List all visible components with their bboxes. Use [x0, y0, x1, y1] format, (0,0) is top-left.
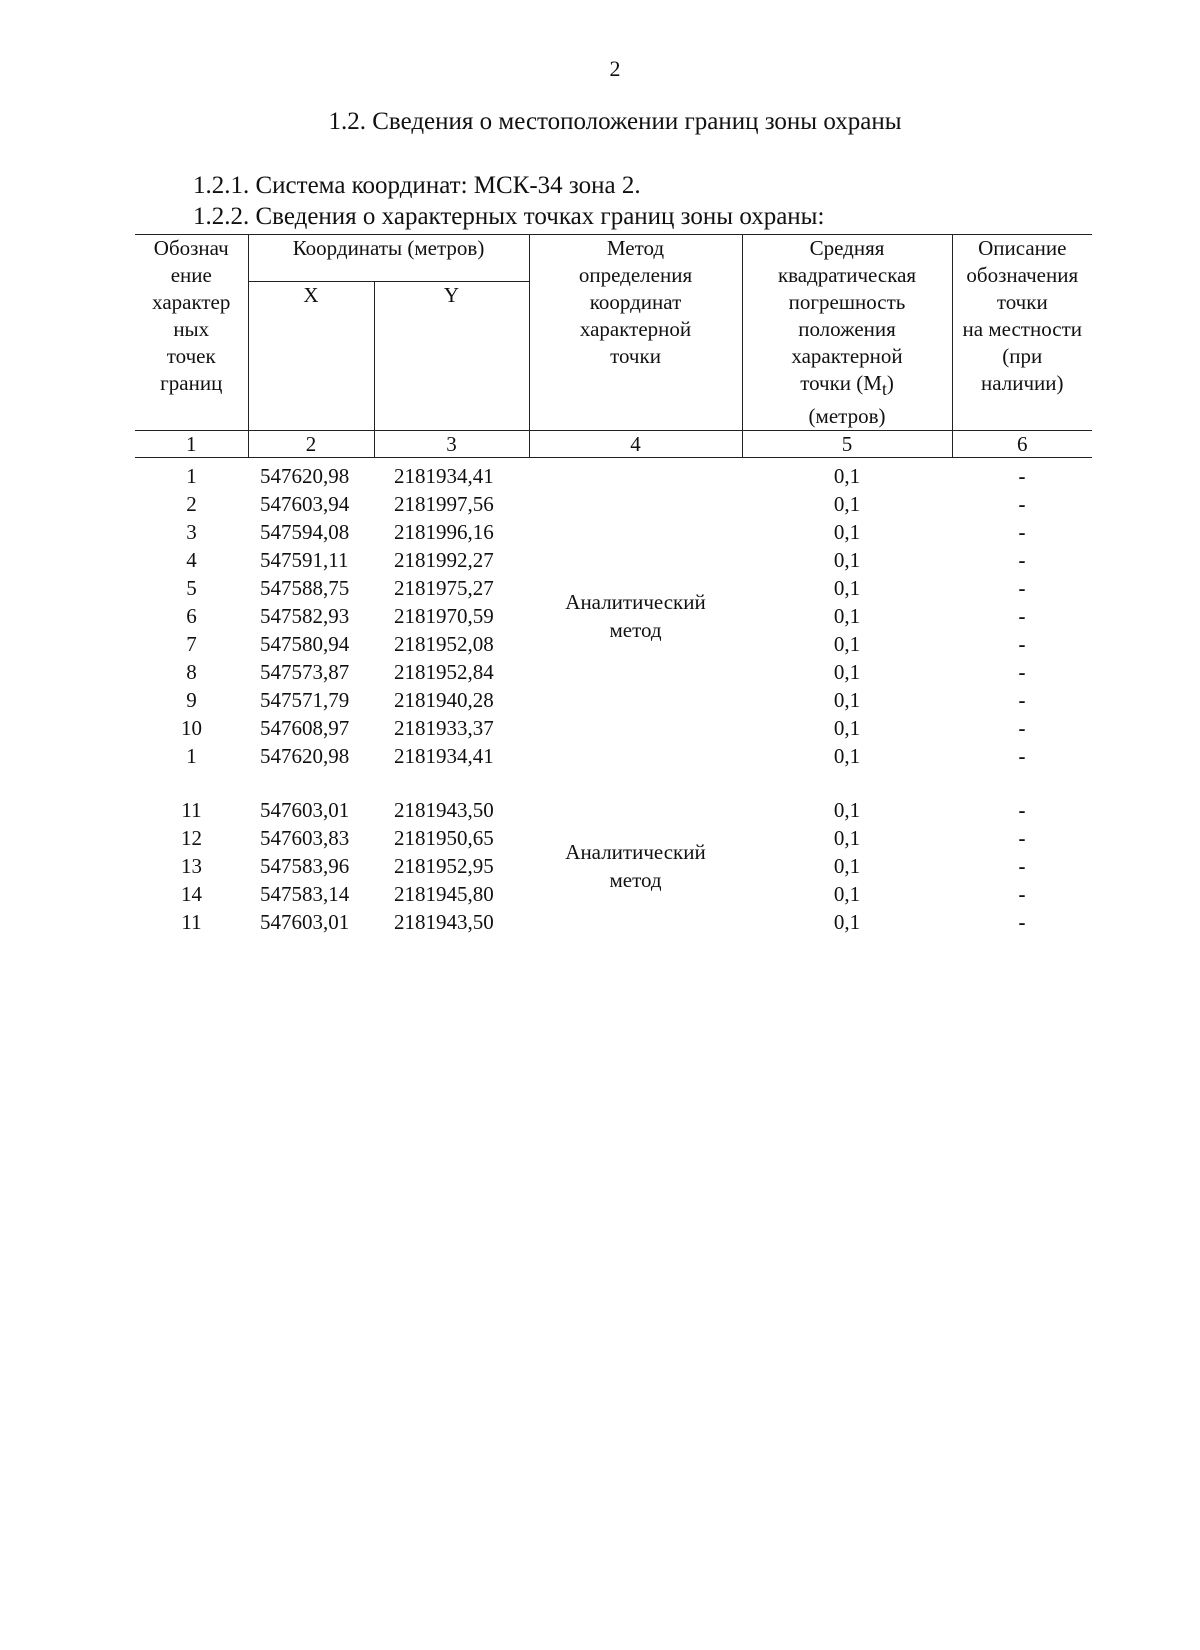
point-description: - — [1018, 910, 1026, 935]
point-description: - — [1018, 882, 1026, 907]
mean-square-error: 0,1 — [833, 910, 861, 935]
point-number: 1 — [186, 464, 197, 489]
coord-y: 2181940,28 — [394, 688, 494, 713]
coord-x: 547583,14 — [260, 882, 350, 907]
coord-x: 547620,98 — [260, 744, 350, 769]
point-description: - — [1018, 520, 1026, 545]
mean-square-error: 0,1 — [833, 660, 861, 685]
mean-square-error: 0,1 — [833, 604, 861, 629]
coordinate-system-line: 1.2.1. Система координат: МСК-34 зона 2. — [193, 172, 641, 199]
column-number: 1 — [135, 431, 248, 458]
point-description: - — [1018, 854, 1026, 879]
mean-square-error: 0,1 — [833, 548, 861, 573]
method-cell: Аналитический метод — [565, 590, 706, 643]
coord-y: 2181934,41 — [394, 464, 494, 489]
coord-x: 547573,87 — [260, 660, 350, 685]
coord-y: 2181952,84 — [394, 660, 494, 685]
boundary-points-table — [135, 234, 1092, 936]
coord-x: 547620,98 — [260, 464, 350, 489]
page-number: 2 — [609, 56, 621, 81]
coord-y: 2181952,08 — [394, 632, 494, 657]
coord-y: 2181975,27 — [394, 576, 494, 601]
coord-x: 547588,75 — [260, 576, 350, 601]
point-description: - — [1018, 744, 1026, 769]
point-group-2 — [135, 796, 1092, 936]
coord-x: 547594,08 — [260, 520, 350, 545]
point-number: 12 — [181, 826, 202, 851]
column-number: 5 — [742, 431, 952, 458]
coord-x: 547571,79 — [260, 688, 350, 713]
point-number: 5 — [186, 576, 197, 601]
points-info-heading: 1.2.2. Сведения о характерных точках границ зоны охраны: — [193, 203, 825, 230]
point-number: 11 — [181, 798, 202, 823]
column-number: 3 — [374, 431, 529, 458]
section-title: 1.2. Сведения о местоположении границ зоны охраны — [328, 108, 902, 135]
mean-square-error: 0,1 — [833, 798, 861, 823]
coord-y: 2181945,80 — [394, 882, 494, 907]
coord-x: 547591,11 — [260, 548, 349, 573]
column-number: 2 — [248, 431, 374, 458]
point-description: - — [1018, 604, 1026, 629]
point-number: 4 — [186, 548, 197, 573]
mean-square-error: 0,1 — [833, 744, 861, 769]
column-number: 4 — [529, 431, 742, 458]
point-number: 14 — [181, 882, 202, 907]
coord-x: 547603,83 — [260, 826, 350, 851]
point-number: 1 — [186, 744, 197, 769]
mean-square-error: 0,1 — [833, 492, 861, 517]
point-description: - — [1018, 826, 1026, 851]
point-description: - — [1018, 688, 1026, 713]
mean-square-error: 0,1 — [833, 688, 861, 713]
point-description: - — [1018, 798, 1026, 823]
header-x: X — [248, 282, 374, 431]
point-number: 11 — [181, 910, 202, 935]
point-description: - — [1018, 464, 1026, 489]
coord-y: 2181950,65 — [394, 826, 494, 851]
coord-x: 547580,94 — [260, 632, 350, 657]
header-designation: Обознач ение характер ных точек границ — [135, 235, 248, 431]
point-description: - — [1018, 548, 1026, 573]
point-number: 6 — [186, 604, 197, 629]
header-description: Описание обозначения точки на местности (при наличии) — [952, 235, 1092, 431]
mean-square-error: 0,1 — [833, 716, 861, 741]
method-cell: Аналитический метод — [565, 840, 706, 893]
coord-x: 547583,96 — [260, 854, 350, 879]
table-row — [135, 458, 1092, 491]
mean-square-error: 0,1 — [833, 854, 861, 879]
coord-x: 547608,97 — [260, 716, 350, 741]
mean-square-error: 0,1 — [833, 576, 861, 601]
coord-y: 2181943,50 — [394, 910, 494, 935]
coord-y: 2181934,41 — [394, 744, 494, 769]
point-description: - — [1018, 576, 1026, 601]
coord-x: 547603,01 — [260, 910, 350, 935]
coord-x: 547582,93 — [260, 604, 350, 629]
mean-square-error: 0,1 — [833, 882, 861, 907]
coord-y: 2181952,95 — [394, 854, 494, 879]
point-number: 10 — [181, 716, 202, 741]
header-mean-square-error: Средняя квадратическая погрешность положения характерной точки $(M_t)$ (метров) — [742, 235, 952, 431]
column-number: 6 — [952, 431, 1092, 458]
coord-y: 2181943,50 — [394, 798, 494, 823]
coord-y: 2181997,56 — [394, 492, 494, 517]
coord-y: 2181996,16 — [394, 520, 494, 545]
mean-square-error: 0,1 — [833, 464, 861, 489]
table-row — [135, 796, 1092, 824]
point-number: 3 — [186, 520, 197, 545]
point-number: 2 — [186, 492, 197, 517]
coord-y: 2181992,27 — [394, 548, 494, 573]
coord-x: 547603,01 — [260, 798, 350, 823]
header-coordinates: Координаты (метров) — [248, 235, 529, 282]
header-method: Метод определения координат характерной точки — [529, 235, 742, 431]
point-description: - — [1018, 632, 1026, 657]
group-spacer — [135, 770, 1092, 796]
mean-square-error: 0,1 — [833, 520, 861, 545]
point-number: 9 — [186, 688, 197, 713]
header-y: Y — [374, 282, 529, 431]
mean-square-error: 0,1 — [833, 632, 861, 657]
point-description: - — [1018, 492, 1026, 517]
point-number: 8 — [186, 660, 197, 685]
point-number: 13 — [181, 854, 202, 879]
point-group-1 — [135, 458, 1092, 797]
coord-y: 2181970,59 — [394, 604, 494, 629]
mean-square-error: 0,1 — [833, 826, 861, 851]
point-description: - — [1018, 660, 1026, 685]
coord-y: 2181933,37 — [394, 716, 494, 741]
coord-x: 547603,94 — [260, 492, 350, 517]
point-description: - — [1018, 716, 1026, 741]
point-number: 7 — [186, 632, 197, 657]
